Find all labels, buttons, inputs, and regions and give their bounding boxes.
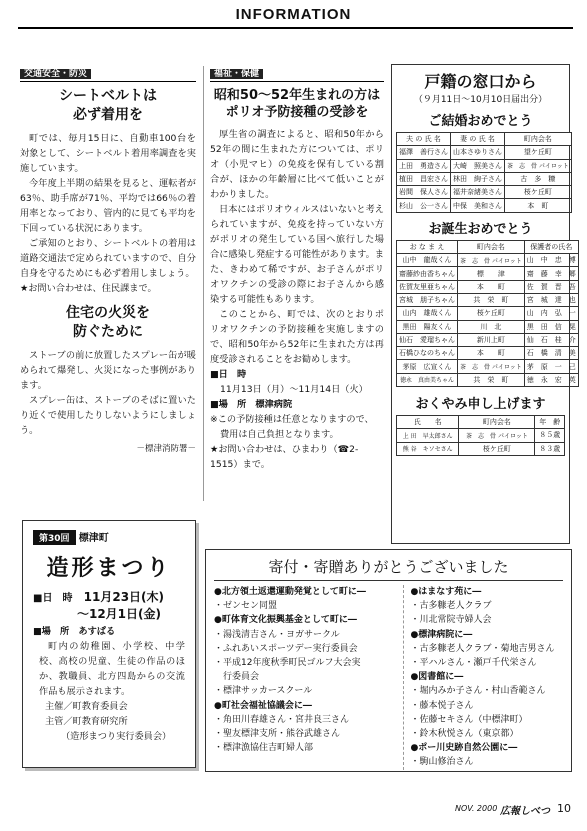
table-cell: 茶 志 骨 パイロット bbox=[458, 360, 525, 373]
table-row bbox=[397, 373, 579, 386]
table-header: 夫 の 氏 名 bbox=[397, 133, 451, 146]
page-number: 10 bbox=[557, 802, 571, 815]
table-row bbox=[397, 429, 565, 442]
table-cell: 共 栄 町 bbox=[458, 373, 525, 386]
donation-entry: ・ゼンセン同盟 bbox=[214, 601, 278, 612]
table-cell: 杉山 公一さん bbox=[397, 199, 451, 212]
table-header: 町内会名 bbox=[458, 240, 525, 253]
table-header: 保護者の氏名 bbox=[524, 240, 578, 253]
table-cell: 茶 志 骨 パイロット bbox=[458, 254, 525, 267]
table-cell: 林田 絢子さん bbox=[451, 172, 505, 185]
table-cell: 桜ケ丘町 bbox=[505, 186, 572, 199]
donation-category: ●図書館に― bbox=[410, 672, 464, 683]
table-cell: 大崎 照美さん bbox=[451, 159, 505, 172]
marriage-heading: ご結婚おめでとう bbox=[428, 114, 533, 129]
table-cell: 山本さゆりさん bbox=[451, 146, 505, 159]
headline: シートベルトは bbox=[59, 88, 157, 104]
table-cell: 山内 雄哉くん bbox=[397, 307, 458, 320]
table-row bbox=[397, 199, 572, 212]
donation-entry: ・鈴木秋悦さん（東京都） bbox=[410, 729, 519, 740]
festival-box bbox=[22, 520, 196, 768]
table-cell: 宮城 朋子ちゃん bbox=[397, 293, 458, 306]
condolence-heading: おくやみ申し上げます bbox=[415, 397, 546, 413]
donation-category: ●標津病院に― bbox=[410, 629, 473, 640]
donation-entry: ・堀内みか子さん・村山香範さん bbox=[410, 686, 546, 697]
table-cell: 標 津 bbox=[458, 267, 525, 280]
table-row bbox=[397, 159, 572, 172]
table-header: 氏 名 bbox=[397, 416, 459, 429]
table-cell: 福井奈緒美さん bbox=[451, 186, 505, 199]
table-row bbox=[397, 347, 579, 360]
condolence-table bbox=[396, 415, 565, 456]
table-cell: 桜ケ丘町 bbox=[459, 442, 535, 455]
donation-entry: 行委員会 bbox=[214, 672, 260, 683]
headline: 必ず着用を bbox=[73, 107, 143, 123]
koseki-title: 戸籍の窓口から bbox=[424, 72, 537, 91]
table-cell: 黒田 陽友くん bbox=[397, 320, 458, 333]
table-row bbox=[397, 320, 579, 333]
table-cell: 佐 賀 晋 吾 bbox=[524, 280, 578, 293]
table-row bbox=[397, 293, 579, 306]
source-note: －標津消防署－ bbox=[136, 444, 196, 454]
table-cell: ８５歳 bbox=[535, 429, 565, 442]
table-cell: 石橋ひなのちゃん bbox=[397, 347, 458, 360]
contact-note: ★お問い合わせは、住民課まで。 bbox=[20, 283, 157, 294]
paragraph: スプレー缶は、ストーブのそばに置いたり近くで使用したりしないようにしましょう。 bbox=[20, 395, 196, 436]
festival-body: 町内の幼稚園、小学校、中学校、高校の児童、生徒の作品のほか、教職員、北方四島からの交流作品も展示されます。 bbox=[39, 641, 185, 697]
table-row bbox=[397, 146, 572, 159]
festival-date-end: 〜12月1日(金) bbox=[76, 607, 162, 621]
note: 費用は自己負担となります。 bbox=[220, 429, 339, 440]
donation-entry: ・古多糠老人クラブ bbox=[410, 601, 492, 612]
donations-title: 寄付・寄贈ありがとうございました bbox=[214, 556, 563, 581]
festival-committee: （造形まつり実行委員会） bbox=[61, 731, 172, 742]
donation-category: ●北方領土返還運動発覚として町に― bbox=[214, 587, 366, 597]
festival-badge: 第30回 bbox=[33, 530, 76, 545]
table-cell: 石 橋 清 美 bbox=[524, 347, 578, 360]
donations-column-2 bbox=[403, 585, 563, 770]
festival-date: ■日 時 11月23日(木) bbox=[33, 590, 165, 604]
donation-entry: ・標津サッカースクール bbox=[214, 686, 313, 697]
paragraph: 今年度上半期の結果を見ると、運転者が63％、助手席が71％、平均では66％の着用率となっており、管内的に見ても平均を下回っている状況にあります。 bbox=[20, 178, 196, 234]
table-cell: 山中 龍哉くん bbox=[397, 254, 458, 267]
date-label: ■日 時 bbox=[210, 369, 247, 380]
headline: 住宅の火災を bbox=[66, 305, 150, 321]
donation-category: ●町社会福祉協議会に― bbox=[214, 700, 312, 711]
table-cell: 新川上町 bbox=[458, 333, 525, 346]
birth-table bbox=[396, 240, 579, 387]
paragraph: このことから、町では、次のとおりポリオワクチンの予防接種を実施しますので、昭和50年から52年に生まれた方は再度受診されることをお勧めします。 bbox=[210, 309, 384, 365]
table-cell: 仙石 愛瑠ちゃん bbox=[397, 333, 458, 346]
table-row bbox=[397, 360, 579, 373]
donations-column-1 bbox=[214, 585, 403, 770]
table-cell: 徳 永 宏 英 bbox=[524, 373, 578, 386]
donations-box bbox=[205, 549, 572, 772]
festival-place: ■場 所 あすぱる bbox=[33, 626, 116, 637]
table-cell: 黒 田 信 晃 bbox=[524, 320, 578, 333]
polio-section bbox=[210, 66, 384, 472]
donation-category: ●はまなす苑に― bbox=[410, 587, 482, 597]
paragraph: 日本にはポリオウィルスはいないと考えられていますが、免疫を持っていない方がポリオの発生している国へ旅行した場合に感染し発症する可能性があります。また、きわめて稀ですが、お子さんがポリオワクチンの受診の際にお子さんから感染する可能性もあります。 bbox=[210, 204, 384, 305]
headline: 昭和50〜52年生まれの方は bbox=[213, 88, 381, 103]
koseki-period: （９月11日〜10月10日届出分） bbox=[413, 95, 548, 105]
note: ※この予防接種は任意となりますので、 bbox=[210, 414, 374, 425]
table-cell: 齋 藤 幸 郷 bbox=[524, 267, 578, 280]
festival-town: 標津町 bbox=[78, 533, 109, 544]
table-cell: 茅 原 一 己 bbox=[524, 360, 578, 373]
table-cell: ８３歳 bbox=[535, 442, 565, 455]
table-cell: 宮 城 達 也 bbox=[524, 293, 578, 306]
donation-entry: ・ふれあいスポーツデー実行委員会 bbox=[214, 643, 358, 654]
table-cell: 茶 志 骨 パイロット bbox=[459, 429, 535, 442]
donation-entry: ・古多糠老人クラブ・菊地吉男さん bbox=[410, 643, 555, 654]
donation-entry: ・聖友標津支所・熊谷武雄さん bbox=[214, 729, 341, 740]
headline: ポリオ予防接種の受診を bbox=[225, 105, 369, 120]
table-cell: 共 栄 町 bbox=[458, 293, 525, 306]
table-cell: 上田 勇造さん bbox=[397, 159, 451, 172]
section-tag: 福祉・保健 bbox=[210, 66, 384, 82]
table-cell: 山 中 忠 博 bbox=[524, 254, 578, 267]
donation-entry: ・平成12年度秋季町民ゴルフ大会実 bbox=[214, 658, 361, 669]
table-header: 町内会名 bbox=[505, 133, 572, 146]
paragraph: ストーブの前に放置したスプレー缶が暖められて爆発し、火災になった事例があります。 bbox=[20, 350, 196, 391]
donation-entry: ・角田川春雄さん・宮井良三さん bbox=[214, 714, 350, 725]
table-row bbox=[397, 267, 579, 280]
table-row bbox=[397, 172, 572, 185]
table-cell: 岩間 保人さん bbox=[397, 186, 451, 199]
table-header: 妻 の 氏 名 bbox=[451, 133, 505, 146]
table-cell: 茅原 広宣くん bbox=[397, 360, 458, 373]
donation-category: ●町体育文化振興基金として町に― bbox=[214, 615, 357, 626]
title-rule bbox=[18, 27, 573, 29]
table-row bbox=[397, 442, 565, 455]
section-tag: 交通安全・防災 bbox=[20, 66, 196, 82]
table-cell: 桜ケ丘町 bbox=[458, 307, 525, 320]
koseki-box bbox=[391, 64, 576, 544]
column-divider bbox=[203, 66, 204, 501]
table-cell: 茶 志 骨 パイロット bbox=[505, 159, 572, 172]
paragraph: 町では、毎月15日に、自動車100台を対象として、シートベルト着用率調査を実施しています。 bbox=[20, 133, 196, 174]
donation-entry: ・平ハルさん・瀬戸千代栄さん bbox=[410, 658, 537, 669]
table-cell: 齋藤紗由香ちゃん bbox=[397, 267, 458, 280]
table-cell: 福澤 善行さん bbox=[397, 146, 451, 159]
table-cell: 望ケ丘町 bbox=[505, 146, 572, 159]
paragraph: ご承知のとおり、シートベルトの着用は道路交通法で定められていますので、自分自身を守るためにも必ず着用しましょう。 bbox=[20, 238, 196, 279]
donations-columns bbox=[214, 585, 563, 770]
marriage-table bbox=[396, 132, 572, 213]
table-header: 町内会名 bbox=[459, 416, 535, 429]
table-cell: 佐賀友里亜ちゃん bbox=[397, 280, 458, 293]
table-cell: 本 町 bbox=[458, 347, 525, 360]
table-cell: 仙 石 桂 介 bbox=[524, 333, 578, 346]
table-row bbox=[397, 307, 579, 320]
table-cell: 中保 美和さん bbox=[451, 199, 505, 212]
table-cell: 古 多 糠 bbox=[505, 172, 572, 185]
donation-entry: ・藤本悦子さん bbox=[410, 700, 474, 711]
contact-note: ★お問い合わせは、ひまわり（☎2-1515）まで。 bbox=[210, 444, 359, 470]
footer-name: 広報しべつ bbox=[500, 806, 550, 817]
table-cell: 上 田 早太郎さん bbox=[397, 429, 459, 442]
table-row bbox=[397, 186, 572, 199]
table-cell: 本 町 bbox=[458, 280, 525, 293]
table-cell: 熊 谷 キソセさん bbox=[397, 442, 459, 455]
headline: 防ぐために bbox=[73, 324, 143, 340]
festival-manager: 主管／町教育研究所 bbox=[45, 716, 128, 727]
footer-issue: NOV. 2000 bbox=[455, 804, 498, 813]
table-cell: 植田 昌宏さん bbox=[397, 172, 451, 185]
festival-title: 造形まつり bbox=[46, 556, 172, 581]
table-cell: 山 内 弘 一 bbox=[524, 307, 578, 320]
festival-organizer: 主催／町教育委員会 bbox=[45, 701, 128, 712]
table-header: 年 齢 bbox=[535, 416, 565, 429]
festival-header bbox=[33, 529, 185, 545]
donation-entry: ・標津漁協住吉町婦人部 bbox=[214, 743, 314, 754]
page-title: INFORMATION bbox=[235, 6, 352, 23]
date-value: 11月13日（月）〜11月14日（火） bbox=[220, 384, 368, 395]
donation-entry: ・湯浅清吉さん・ヨガサークル bbox=[214, 629, 340, 640]
table-row bbox=[397, 280, 579, 293]
birth-heading: お誕生おめでとう bbox=[428, 221, 533, 237]
table-cell: 本 町 bbox=[505, 199, 572, 212]
donation-category: ●ポー川史跡自然公園に― bbox=[410, 743, 518, 754]
table-row bbox=[397, 254, 579, 267]
donation-entry: ・駒山修治さん bbox=[410, 757, 474, 768]
table-header: お な ま え bbox=[397, 240, 458, 253]
table-cell: 川 北 bbox=[458, 320, 525, 333]
donation-entry: ・佐藤セキさん（中標津町） bbox=[410, 714, 528, 725]
paragraph: 厚生省の調査によると、昭和50年から52年の間に生まれた方については、ポリオ（小児マヒ）の免疫を保有している割合が、ほかの年齢層に比べて低いことがわかりました。 bbox=[210, 129, 384, 200]
table-cell: 徳永 真由美ちゃん bbox=[397, 373, 458, 386]
traffic-section bbox=[20, 66, 196, 454]
place-label: ■場 所 標津病院 bbox=[210, 399, 293, 410]
table-row bbox=[397, 333, 579, 346]
donation-entry: ・川北常院寺婦人会 bbox=[410, 615, 492, 626]
